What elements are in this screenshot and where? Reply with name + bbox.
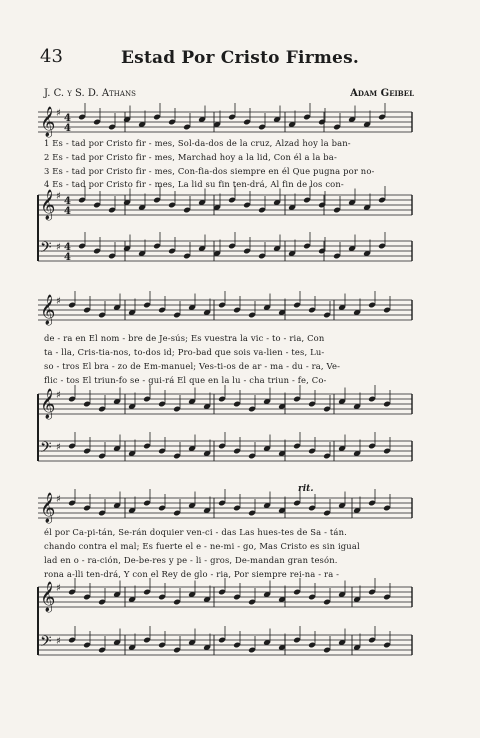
sharp-icon: ♯ bbox=[56, 296, 61, 307]
lyric-line: 4 Es - tad por Cristo fir - mes, La lid su fin ten-drá, Al fin de los con- bbox=[44, 179, 344, 189]
time-signature-digit: 4 bbox=[64, 113, 71, 124]
lyric-line: chando contra el mal; Es fuerte el e - ne-mi - go, Mas Cristo es sin igual bbox=[44, 541, 360, 551]
lyric-line: so - tros El bra - zo de Em-manuel; Ves-ti-os de ar - ma - du - ra, Ve- bbox=[44, 361, 341, 371]
time-signature-digit: 4 bbox=[64, 196, 71, 207]
sharp-icon: ♯ bbox=[56, 242, 61, 253]
bass-clef-icon: 𝄢 bbox=[40, 439, 52, 460]
time-signature-digit: 4 bbox=[64, 252, 71, 263]
page-number: 43 bbox=[40, 46, 63, 67]
bass-clef-icon: 𝄢 bbox=[40, 633, 52, 654]
lyricist-credit: J. C. y S. D. Athans bbox=[44, 88, 136, 99]
lyric-line: 1 Es - tad por Cristo fir - mes, Sol-da-dos de la cruz, Alzad hoy la ban- bbox=[44, 138, 351, 148]
composer-credit: Adam Geibel bbox=[350, 88, 414, 99]
treble-clef-icon: 𝄞 bbox=[40, 389, 56, 419]
time-signature-digit: 4 bbox=[64, 242, 71, 253]
treble-clef-icon: 𝄞 bbox=[40, 493, 56, 523]
treble-clef-icon: 𝄞 bbox=[40, 107, 56, 137]
bass-clef-icon: 𝄢 bbox=[40, 239, 52, 260]
time-signature-digit: 4 bbox=[64, 206, 71, 217]
lyric-line: 3 Es - tad por Cristo fir - mes, Con-fia-dos siempre en él Que pugna por no- bbox=[44, 166, 375, 176]
treble-clef-icon: 𝄞 bbox=[40, 295, 56, 325]
hymn-title: Estad Por Cristo Firmes. bbox=[121, 48, 359, 68]
time-signature-digit: 4 bbox=[64, 123, 71, 134]
lyric-line: flic - tos El triun-fo se - gui-rá El que en la lu - cha triun - fe, Co- bbox=[44, 375, 327, 385]
sharp-icon: ♯ bbox=[56, 494, 61, 505]
treble-clef-icon: 𝄞 bbox=[40, 582, 56, 612]
sharp-icon: ♯ bbox=[56, 390, 61, 401]
sharp-icon: ♯ bbox=[56, 108, 61, 119]
sharp-icon: ♯ bbox=[56, 191, 61, 202]
sharp-icon: ♯ bbox=[56, 583, 61, 594]
sharp-icon: ♯ bbox=[56, 442, 61, 453]
lyric-line: rona a-lli ten-drá, Y con el Rey de glo - ria, Por siempre rei-na - ra - bbox=[44, 569, 340, 579]
lyric-line: él por Ca-pi-tán, Se-rán doquier ven-ci - das Las hues-tes de Sa - tán. bbox=[44, 527, 347, 537]
tempo-marking: rit. bbox=[298, 484, 314, 494]
lyric-line: de - ra en El nom - bre de Je-sús; Es vuestra la vic - to - ria, Con bbox=[44, 333, 325, 343]
sharp-icon: ♯ bbox=[56, 636, 61, 647]
lyric-line: ta - lla, Cris-tia-nos, to-dos id; Pro-bad que sois va-lien - tes, Lu- bbox=[44, 347, 325, 357]
lyric-line: lad en o - ra-ción, De-be-res y pe - li - gros, De-mandan gran tesón. bbox=[44, 555, 338, 565]
lyric-line: 2 Es - tad por Cristo fir - mes, Marchad hoy a la lid, Con él a la ba- bbox=[44, 152, 337, 162]
treble-clef-icon: 𝄞 bbox=[40, 190, 56, 220]
